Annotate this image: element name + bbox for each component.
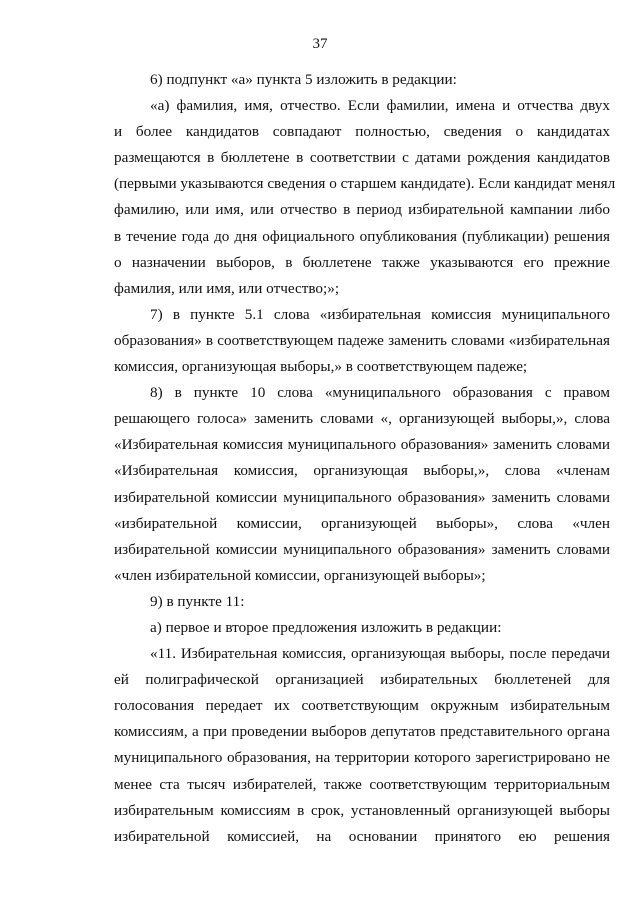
text-line: избирательной комиссией, на основании принятого ею решения (114, 827, 610, 845)
text-line: фамилия, или имя, или отчество;»; (114, 279, 340, 297)
text-line: фамилию, или имя, или отчество в период избирательной кампании либо (114, 201, 610, 219)
text-line: (первыми указываются сведения о старшем кандидате). Если кандидат менял (114, 175, 616, 193)
text-line: «11. Избирательная комиссия, организующая выборы, после передачи (150, 645, 610, 663)
text-line: комиссиям, а при проведении выборов депутатов представительного органа (114, 723, 610, 741)
text-line: «Избирательная комиссия, организующая выборы,», слова «членам (114, 462, 610, 480)
text-line: «член избирательной комиссии, организующей выборы»; (114, 566, 486, 584)
text-line: комиссия, организующая выборы,» в соответствующем падеже; (114, 358, 528, 376)
text-line: менее ста тысяч избирателей, также соответствующим территориальным (114, 775, 610, 793)
text-line: решающего голоса» заменить словами «, организующей выборы,», слова (114, 410, 610, 428)
text-line: о назначении выборов, в бюллетене также указываются его прежние (114, 253, 610, 271)
text-line: размещаются в бюллетене в соответствии с датами рождения кандидатов (114, 149, 610, 167)
text-line: муниципального образования, на территории которого зарегистрировано не (114, 749, 610, 767)
text-line: ей полиграфической организацией избирательных бюллетеней для (114, 671, 610, 689)
text-line: образования» в соответствующем падеже заменить словами «избирательная (114, 331, 610, 349)
text-line: 6) подпункт «а» пункта 5 изложить в редакции: (150, 71, 457, 88)
page-number: 37 (312, 36, 328, 52)
text-line: а) первое и второе предложения изложить в редакции: (150, 618, 502, 636)
text-line: «а) фамилия, имя, отчество. Если фамилии, имена и отчества двух (150, 97, 610, 115)
document-body (114, 67, 616, 850)
text-line: избирательным комиссиям в срок, установленный организующей выборы (114, 801, 610, 819)
text-line: «избирательной комиссии, организующей выборы», слова «член (114, 514, 610, 532)
text-line: «Избирательная комиссия муниципального образования» заменить словами (114, 436, 610, 454)
text-line: 7) в пункте 5.1 слова «избирательная комиссия муниципального (150, 305, 610, 323)
text-line: и более кандидатов совпадают полностью, сведения о кандидатах (114, 123, 610, 141)
text-line: 8) в пункте 10 слова «муниципального образования с правом (150, 384, 610, 402)
text-line: 9) в пункте 11: (150, 592, 245, 610)
text-line: избирательной комиссии муниципального образования» заменить словами (114, 540, 610, 558)
text-line: избирательной комиссии муниципального образования» заменить словами (114, 488, 610, 506)
text-line: голосования передает их соответствующим окружным избирательным (114, 697, 610, 715)
text-line: в течение года до дня официального опубликования (публикации) решения (114, 227, 610, 245)
